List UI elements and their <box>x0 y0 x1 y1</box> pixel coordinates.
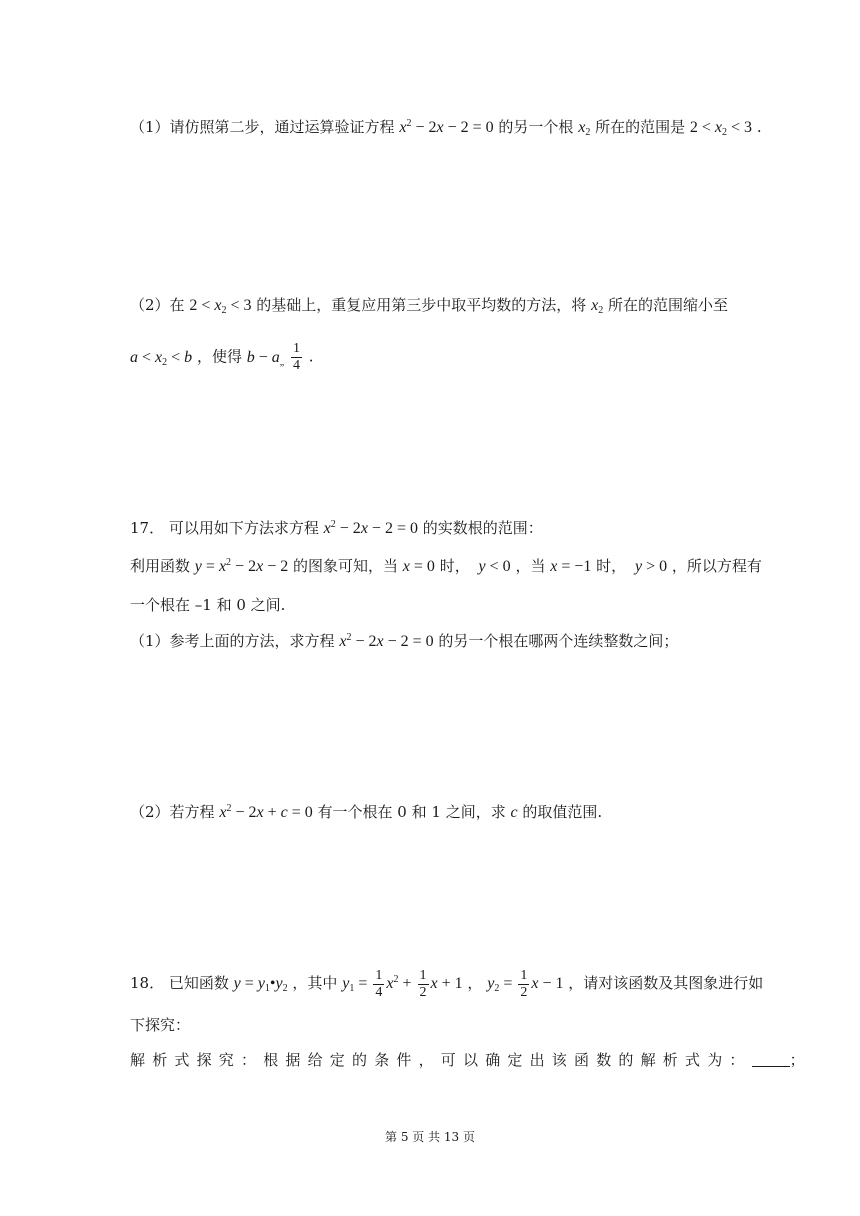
fraction <box>418 969 429 1000</box>
fraction-numerator: 1 <box>375 968 383 983</box>
q17-part2 <box>130 801 602 824</box>
q17-line2 <box>130 555 762 578</box>
answer-blank[interactable] <box>752 1052 790 1067</box>
q18-text: ， <box>467 974 483 993</box>
q18-text: ； <box>789 1051 805 1069</box>
math-expression: y > 0 <box>634 558 668 575</box>
q18-line3 <box>130 1049 805 1071</box>
fraction-numerator: 1 <box>293 341 301 356</box>
question-number: 18． <box>130 974 165 993</box>
q18-text: 已知函数 <box>168 974 229 993</box>
q17-text: ，所以方程有 <box>671 557 762 575</box>
fraction-denominator: 2 <box>419 985 427 1000</box>
q18-text: 下探究： <box>130 1016 191 1034</box>
q17-text: 的图象可知，当 <box>293 557 399 575</box>
function-y2: $y_2$ = $\frac{1}{2}$ x − 1 <box>487 968 564 1000</box>
math-expression: x = 0 <box>402 558 435 575</box>
q17-line3 <box>130 594 285 616</box>
page-footer: 第 5 页 共 13 页 <box>385 1130 475 1144</box>
range-expression: $2 < x_2 < 3$ <box>689 119 753 138</box>
q17-text: 的另一个根在哪两个连续整数之间； <box>438 632 679 650</box>
q17-text: 利用函数 <box>130 557 191 575</box>
function-expression: $y = y_1•y_2$ <box>233 975 288 995</box>
fraction <box>518 969 529 1000</box>
q18-intro <box>130 969 763 1000</box>
q16-p1-text: （1）请仿照第二步，通过运算验证方程 <box>130 118 395 136</box>
q18-line2 <box>130 1014 190 1036</box>
q16-p2-text: ，使得 <box>196 347 242 366</box>
function-y1: $y_1$ = $\frac{1}{4}$ $x^2$ + $\frac{1}{2}$ x + 1 <box>342 968 463 1000</box>
q16-p2-text: （2）在 <box>130 296 185 314</box>
q17-text: （2）若方程 <box>130 803 215 821</box>
q16-part2 <box>130 294 728 317</box>
q16-part1: （1）请仿照第二步，通过运算验证方程 $x^2 - 2x - 2 = 0$ 的另一个根 $x_2$ 所在的范围是 $2 < x_2 < 3$ . <box>130 118 762 138</box>
q16-p1-text: 所在的范围是 <box>595 118 686 136</box>
fraction-denominator: 4 <box>293 358 301 373</box>
q17-text: 有一个根在 0 和 1 之间，求 <box>317 803 506 821</box>
math-x2: $x_2$ <box>591 297 604 316</box>
q17-intro <box>130 517 543 540</box>
q18-text: 解析式探究：根据给定的条件，可以确定出该函数的解析式为： <box>130 1051 752 1069</box>
q17-text: 的实数根的范围： <box>422 519 543 537</box>
equation: $x^2 - 2x - 2 = 0$ <box>339 632 434 650</box>
fraction-denominator: 2 <box>520 985 528 1000</box>
fraction-numerator: 1 <box>419 968 427 983</box>
math-expression: y < 0 <box>478 558 511 575</box>
q16-p2-text: 的基础上，重复应用第三步中取平均数的方法，将 <box>256 296 587 314</box>
q17-text: ，当 <box>515 557 546 575</box>
q17-text: 可以用如下方法求方程 <box>168 519 319 537</box>
math-expression: x = −1 <box>550 558 592 575</box>
q16-p1-text: 的另一个根 <box>498 118 574 136</box>
equation: $x^2 - 2x - 2 = 0$ <box>399 118 494 136</box>
q17-text: 的取值范围. <box>522 803 603 821</box>
math-c: c <box>510 804 518 821</box>
q18-text: ，请对该函数及其图象进行如 <box>568 974 764 993</box>
fraction <box>291 342 302 373</box>
inequality: $b - a_„$ <box>246 348 285 368</box>
q17-text: （1）参考上面的方法，求方程 <box>130 632 335 650</box>
equation: $x^2 - 2x - 2 = 0$ <box>323 519 418 537</box>
fraction <box>373 969 384 1000</box>
equation: $x^2 - 2x + c = 0$ <box>219 803 313 821</box>
range-expression: $2 < x_2 < 3$ <box>189 297 252 316</box>
q17-text: 时， <box>439 557 470 575</box>
q18-text: ，其中 <box>292 974 338 993</box>
math-x2: $x_2$ <box>578 119 591 138</box>
q17-text: 一个根在 –1 和 0 之间. <box>130 596 286 614</box>
q17-text: 时， <box>596 557 627 575</box>
q16-p2-text: 所在的范围缩小至 <box>607 296 728 314</box>
q16-part2-line2: $a < x_2 < b$ ，使得 $b - a_„$ $\frac{1}{4}$ . <box>130 341 314 373</box>
fraction-denominator: 4 <box>375 985 383 1000</box>
question-number: 17． <box>130 519 165 537</box>
fraction-numerator: 1 <box>520 968 528 983</box>
range-expression: $a < x_2 < b$ <box>130 348 193 368</box>
function-expression: $y = x^2 - 2x - 2$ <box>194 557 289 575</box>
q17-part1 <box>130 630 678 653</box>
